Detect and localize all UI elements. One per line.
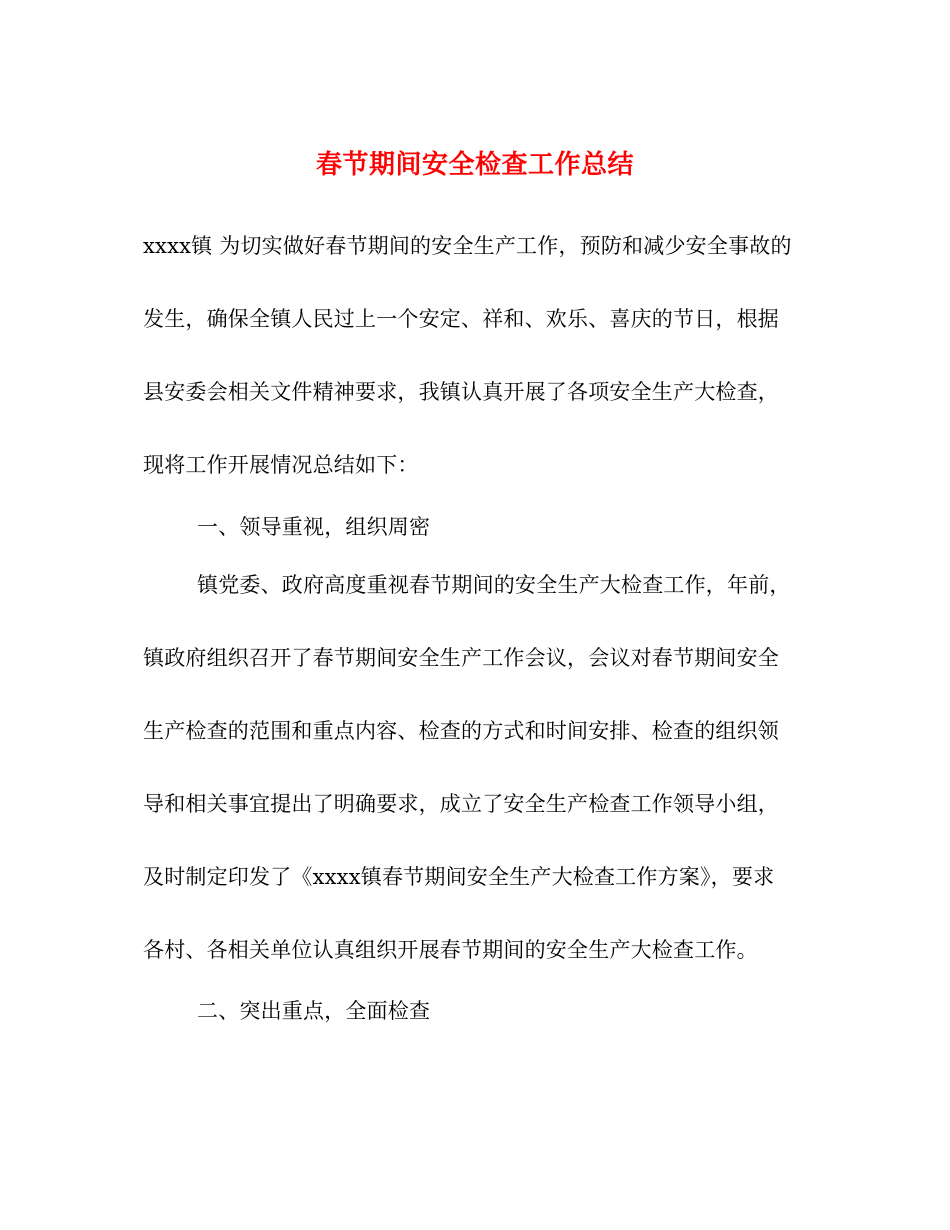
paragraph-line: 发生，确保全镇人民过上一个安定、祥和、欢乐、喜庆的节日，根据 [143,307,779,331]
paragraph-line: 各村、各相关单位认真组织开展春节期间的安全生产大检查工作。 [143,938,758,962]
paragraph-line: xxxx镇 为切实做好春节期间的安全生产工作，预防和减少安全事故的 [143,234,792,258]
paragraph-line: 及时制定印发了《xxxx镇春节期间安全生产大检查工作方案》，要求 [143,865,775,889]
paragraph-line: 镇党委、政府高度重视春节期间的安全生产大检查工作，年前， [197,573,791,597]
paragraph-line: 镇政府组织召开了春节期间安全生产工作会议，会议对春节期间安全 [143,646,779,670]
paragraph-line: 县安委会相关文件精神要求，我镇认真开展了各项安全生产大检查， [143,380,779,404]
document-title: 春节期间安全检查工作总结 [315,150,634,180]
section-heading: 二、突出重点，全面检查 [197,999,431,1023]
paragraph-line: 生产检查的范围和重点内容、检查的方式和时间安排、检查的组织领 [143,719,779,743]
section-heading: 一、领导重视，组织周密 [197,515,431,539]
paragraph-line: 现将工作开展情况总结如下： [143,453,419,477]
paragraph-line: 导和相关事宜提出了明确要求，成立了安全生产检查工作领导小组， [143,792,779,816]
